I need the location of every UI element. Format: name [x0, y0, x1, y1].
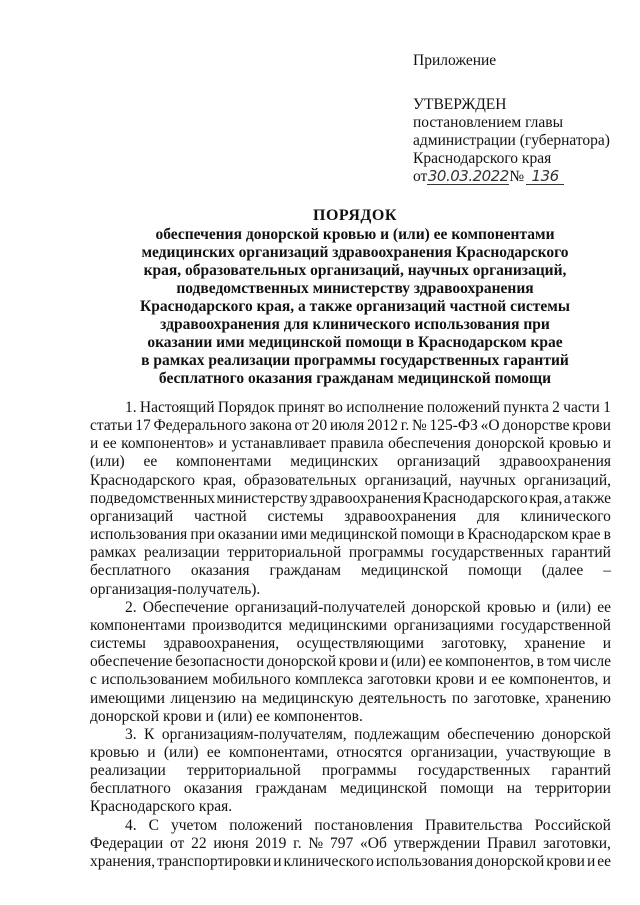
approval-line: администрации (губернатора) — [413, 132, 610, 149]
paragraph-line: кровью и (или) ее компонентами, относятся организации, участвующие в — [90, 743, 611, 761]
approval-line: постановлением главы — [413, 114, 563, 131]
title-line: края, образовательных организаций, научных организаций, — [143, 262, 567, 279]
paragraph-line: 2. Обеспечение организаций-получателей донорской кровью и (или) ее — [125, 598, 611, 616]
title-line: обеспечения донорской кровью и (или) ее компонентами — [155, 226, 555, 243]
title-line: здравоохранения для клинического использования при — [160, 316, 550, 333]
paragraph-line: Краснодарского края. — [90, 798, 233, 816]
title-line: Краснодарского края, а также организаций частной системы — [140, 298, 570, 315]
approval-block — [413, 52, 628, 186]
paragraph-line: организация-получатель). — [90, 580, 261, 598]
paragraph — [90, 599, 611, 726]
paragraph-line: донорской крови и (или) ее компонентов. — [90, 707, 363, 725]
paragraph-line: бесплатного оказания гражданам медицинской помощи на территории — [90, 780, 611, 798]
paragraph-line: использования при оказании ими медицинской помощи в Краснодарском крае в — [90, 526, 611, 544]
paragraph-line: реализации территориальной программы государственных гарантий — [90, 762, 611, 780]
paragraph-line: подведомственных министерству здравоохранения Краснодарского края, а также — [90, 489, 611, 507]
paragraph-line: имеющими лицензию на медицинскую деятельность по заготовке, хранению — [90, 689, 611, 707]
paragraph-line: рамках реализации территориальной программы государственных гарантий — [90, 544, 611, 562]
title-line: бесплатного оказания гражданам медицинской помощи — [158, 370, 552, 387]
paragraph — [90, 726, 611, 817]
paragraph-line: компонентами производится медицинскими организациями государственной — [90, 616, 611, 634]
paragraph-list — [90, 399, 611, 871]
paragraph — [90, 817, 611, 871]
handwritten-number: 136 — [526, 169, 564, 185]
title-line: подведомственных министерству здравоохранения — [176, 280, 534, 297]
approval-date-line — [413, 168, 628, 186]
title-line: оказании ими медицинской помощи в Краснодарском крае — [147, 334, 563, 351]
number-label: № — [509, 168, 525, 185]
paragraph-line: Федерации от 22 июня 2019 г. № 797 «Об утверждении Правил заготовки, — [90, 834, 611, 852]
paragraph-line: бесплатного оказания гражданам медицинской помощи (далее – — [90, 562, 611, 580]
paragraph-line: организаций частной системы здравоохранения для клинического — [90, 507, 611, 525]
document-body — [90, 399, 611, 871]
paragraph-line: 4. С учетом положений постановления Правительства Российской — [125, 816, 611, 834]
paragraph — [90, 399, 611, 599]
title-line: в рамках реализации программы государственных гарантий — [141, 352, 569, 369]
handwritten-date: 30.03.2022 — [427, 167, 509, 185]
title-heading: ПОРЯДОК — [313, 207, 397, 224]
date-prefix: от — [413, 168, 428, 185]
paragraph-line: с использованием мобильного комплекса заготовки крови и ее компонентов, и — [90, 671, 611, 689]
approval-line: Краснодарского края — [413, 150, 552, 167]
paragraph-line: статьи 17 Федерального закона от 20 июля 2012 г. № 125-ФЗ «О донорстве крови — [90, 417, 611, 435]
paragraph-line: и ее компонентов» и устанавливает правила обеспечения донорской кровью и — [90, 435, 611, 453]
annex-label: Приложение — [413, 52, 497, 69]
paragraph-line: 1. Настоящий Порядок принят во исполнение положений пункта 2 части 1 — [125, 399, 611, 416]
paragraph-line: системы здравоохранения, осуществляющими заготовку, хранение и — [90, 635, 611, 653]
paragraph-line: Краснодарского края, образовательных организаций, научных организаций, — [90, 471, 611, 489]
paragraph-line: хранения, транспортировки и клинического использования донорской крови и ее — [90, 852, 611, 870]
document-title — [90, 207, 620, 388]
approved-label: УТВЕРЖДЕН — [413, 96, 507, 113]
paragraph-line: (или) ее компонентами медицинских организаций здравоохранения — [90, 453, 611, 471]
paragraph-line: обеспечение безопасности донорской крови и (или) ее компонентов, в том числе — [90, 653, 611, 671]
paragraph-line: 3. К организациям-получателям, подлежащим обеспечению донорской — [125, 725, 611, 743]
title-line: медицинских организаций здравоохранения Краснодарского — [141, 244, 569, 261]
